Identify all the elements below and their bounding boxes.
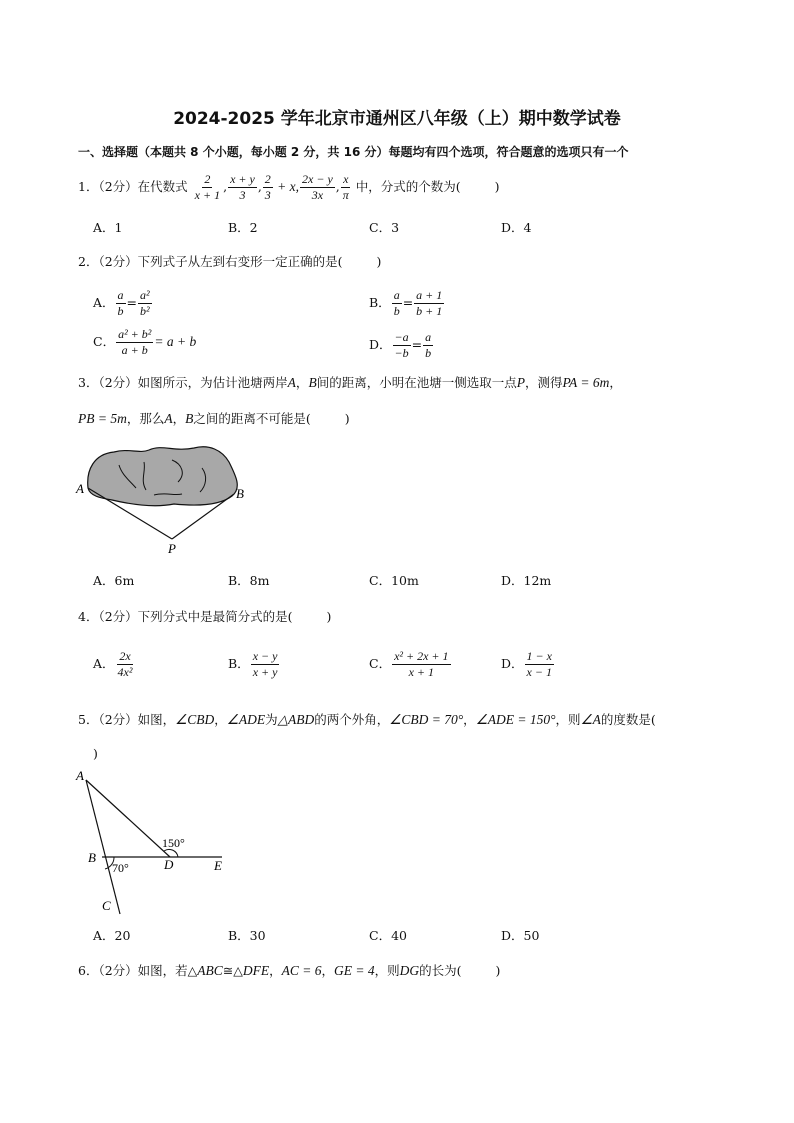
point-a-label: A <box>76 481 84 496</box>
section-heading: 一、选择题（本题共 8 个小题，每小题 2 分，共 16 分）每题均有四个选项，符合题意的选项只有一个 <box>78 145 629 159</box>
q4-option-a: A． $\frac{2x}{\text{4x²}}$ <box>93 649 133 679</box>
q5-option-d: D．50 <box>501 928 540 943</box>
point-d-label: D <box>164 857 174 872</box>
question-2-stem: 2．（2分）下列式子从左到右变形一定正确的是( ) <box>78 254 382 269</box>
q5-option-c: C．40 <box>369 928 407 943</box>
q4-option-c: C． $\frac{\text{x² + 2x + 1}}{x + 1}$ <box>369 649 449 679</box>
q1-option-b: B．2 <box>228 220 258 235</box>
q1-suffix: 中，分式的个数为( <box>355 179 461 194</box>
question-6-stem: 6．（2分）如图，若△ABC≅△DFE，AC = 6，GE = 4，则DG的长为( ) <box>78 963 501 978</box>
q1-option-c: C．3 <box>369 220 400 235</box>
angle-label-150: 150° <box>162 836 185 850</box>
point-b-label: B <box>236 486 244 501</box>
pond-shape <box>88 447 238 506</box>
segment-ad <box>86 780 170 857</box>
q1-option-d: D．4 <box>501 220 532 235</box>
q1-fraction-5: $\frac{x}{\pi}$ <box>342 172 349 202</box>
q3-option-c: C．10m <box>369 573 419 588</box>
q1-fraction-4: $\frac{2x - y}{3x}$ <box>302 172 333 202</box>
q3-option-d: D．12m <box>501 573 552 588</box>
pond-figure <box>74 440 264 560</box>
q2-option-b: B． $\frac{a}{b}$ = $\frac{a + 1}{b + 1}$ <box>369 288 443 318</box>
angle-label-70: 70° <box>112 861 129 875</box>
point-a-label: A <box>76 768 84 783</box>
q1-term-plus-x: + x, <box>273 179 300 194</box>
q5-option-b: B．30 <box>228 928 266 943</box>
q1-option-a: A．1 <box>93 220 123 235</box>
q1-fraction-2: $\frac{x + y}{3}$ <box>230 172 255 202</box>
question-3-stem-line1: 3．（2分）如图所示，为估计池塘两岸A，B间的距离，小明在池塘一侧选取一点P，测得PA = 6m， <box>78 375 622 390</box>
q5-option-a: A．20 <box>93 928 131 943</box>
point-e-label: E <box>214 858 222 873</box>
page-title: 2024-2025 学年北京市通州区八年级（上）期中数学试卷 <box>173 109 621 129</box>
q4-option-b: B． $\frac{x - y}{x + y}$ <box>228 649 278 679</box>
segment-ac <box>86 780 120 914</box>
q2-option-d: D． $\frac{-a}{-b}$ = $\frac{a}{b}$ <box>369 330 432 360</box>
question-5-stem-line1: 5．（2分）如图，∠CBD，∠ADE为△ABD的两个外角，∠CBD = 70°，∠ADE = 150°，则∠A的度数是( <box>78 712 656 727</box>
q1-prefix: 1．（2分）在代数式 <box>78 179 188 194</box>
question-3-stem-line2: PB = 5m，那么A，B之间的距离不可能是( ) <box>78 411 350 426</box>
point-b-label: B <box>88 850 96 865</box>
q3-option-b: B．8m <box>228 573 270 588</box>
q4-option-d: D． $\frac{1 - x}{x - 1}$ <box>501 649 552 679</box>
q3-option-a: A．6m <box>93 573 135 588</box>
point-c-label: C <box>102 898 111 913</box>
q1-fraction-1: $\frac{2}{x + 1}$ <box>194 172 221 202</box>
question-5-stem-close: ) <box>93 746 98 761</box>
question-4-stem: 4．（2分）下列分式中是最简分式的是( ) <box>78 609 332 624</box>
point-p-label: P <box>168 541 176 556</box>
triangle-figure <box>72 768 242 918</box>
q1-fraction-3: $\frac{2}{3}$ <box>264 172 271 202</box>
q2-option-a: A． $\frac{a}{b}$ = $\frac{\text{a²}}{\text{b²}}$ <box>93 288 150 318</box>
q2-option-c: C． $\frac{\text{a² + b²}}{a + b}$ = a + b <box>93 327 197 357</box>
question-1-stem: 1．（2分）在代数式 $\frac{2}{x + 1}$ , $\frac{x + y}{3}$ , $\frac{2}{3}$ + x, $\frac{2x - y}{3x}$ , $\frac{x}{\pi}$ 中，分式的个数为( ) <box>78 172 500 202</box>
